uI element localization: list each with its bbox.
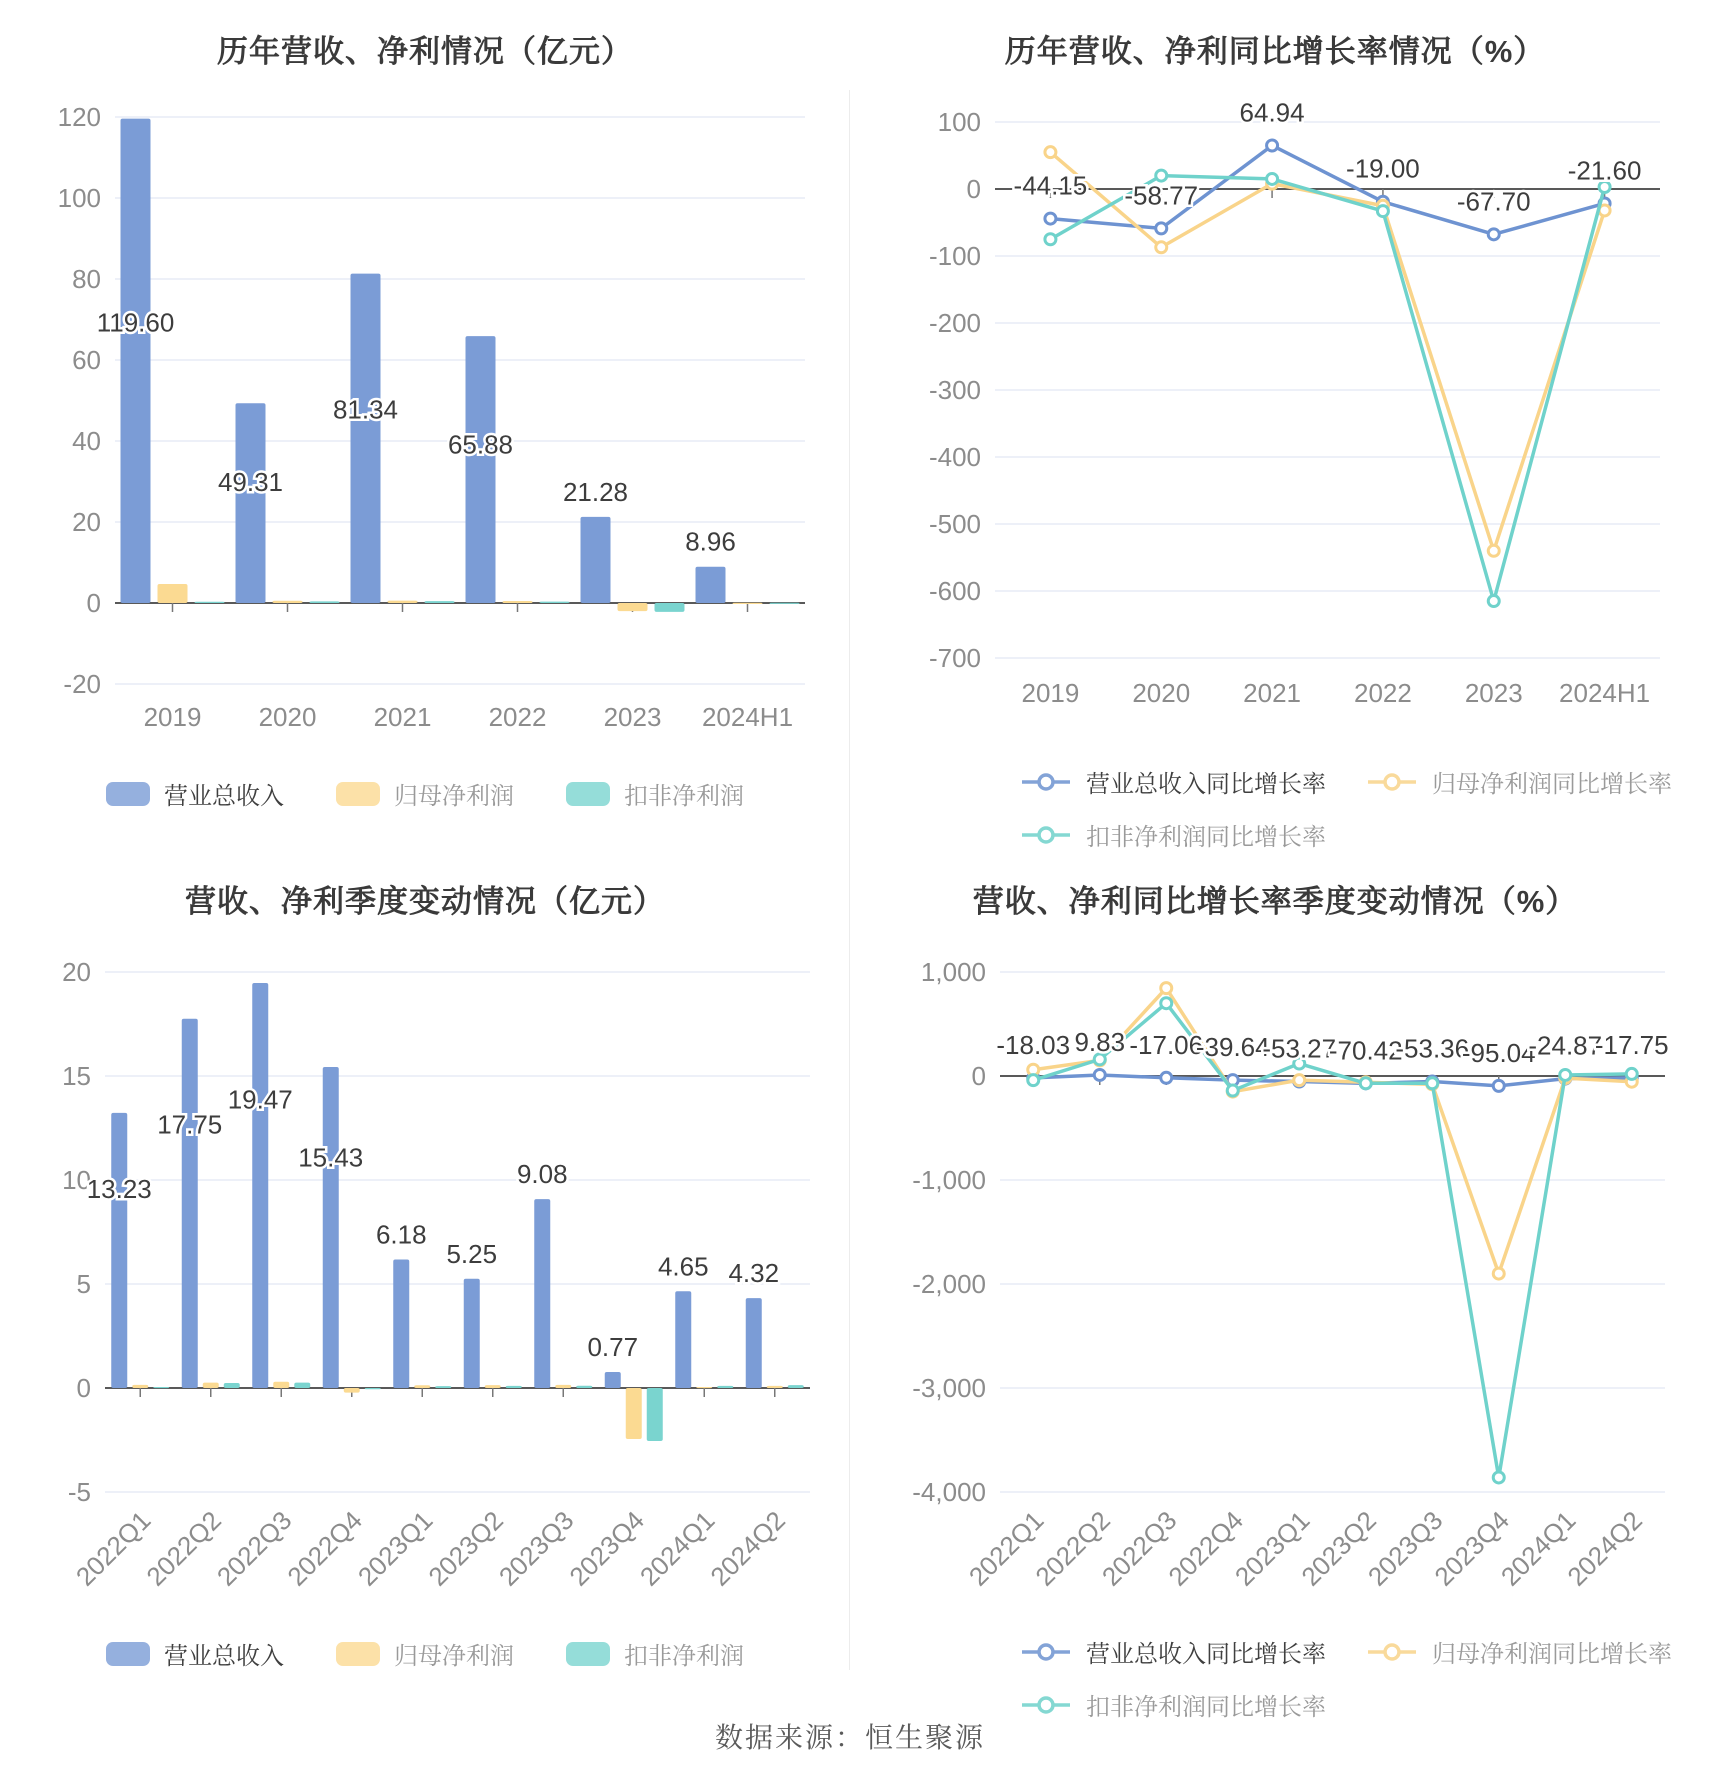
data-label: -44.15 bbox=[1013, 170, 1088, 201]
legend-line-marker bbox=[1366, 1641, 1418, 1663]
legend-item-revenue[interactable] bbox=[1020, 1634, 1326, 1669]
data-labels bbox=[97, 308, 736, 557]
legend-swatch bbox=[336, 1642, 380, 1666]
x-tick-label: 2023Q1 bbox=[351, 1505, 439, 1592]
x-tick-label: 2022 bbox=[488, 702, 547, 732]
y-tick-label: 5 bbox=[76, 1269, 91, 1299]
legend-label: 营业总收入 bbox=[164, 783, 284, 810]
bar-series-1 bbox=[132, 1382, 783, 1439]
legend-label: 营业总收入 bbox=[164, 1643, 284, 1670]
y-tick-label: 0 bbox=[86, 588, 101, 618]
legend-swatch bbox=[566, 782, 610, 806]
legend-item-non-gaap[interactable] bbox=[566, 776, 744, 811]
bar-series-2 bbox=[153, 1383, 804, 1441]
x-tick-label: 2023Q2 bbox=[1295, 1505, 1382, 1592]
data-label: 0.77 bbox=[587, 1331, 639, 1362]
legend-item-non-gaap[interactable] bbox=[1020, 1687, 1326, 1722]
data-label: 13.23 bbox=[86, 1174, 152, 1205]
data-label: -67.70 bbox=[1456, 186, 1531, 217]
legend-line-marker bbox=[1020, 1694, 1072, 1716]
x-tick-label: 2024Q2 bbox=[1561, 1505, 1648, 1592]
y-tick-label: -700 bbox=[928, 643, 981, 673]
y-tick-label: -600 bbox=[928, 576, 981, 606]
quarterly-growth-rate-plot[interactable] bbox=[850, 922, 1700, 1632]
x-tick-label: 2023Q3 bbox=[492, 1505, 580, 1592]
x-tick-label: 2022 bbox=[1353, 678, 1412, 708]
chart-quarterly-revenue-profit bbox=[0, 850, 850, 1702]
legend-swatch bbox=[566, 1642, 610, 1666]
x-tick-label: 2023Q1 bbox=[1228, 1505, 1316, 1592]
data-label: -70.42 bbox=[1328, 1035, 1403, 1066]
data-label: 64.94 bbox=[1239, 97, 1305, 128]
y-tick-label: -100 bbox=[928, 241, 981, 271]
data-label: -95.04 bbox=[1461, 1037, 1536, 1068]
x-tick-label: 2022Q3 bbox=[1095, 1505, 1183, 1592]
data-label: 15.43 bbox=[298, 1142, 364, 1173]
data-label: -17.75 bbox=[1594, 1029, 1669, 1060]
line-series-2 bbox=[1028, 998, 1638, 1483]
bar-series-0 bbox=[111, 983, 762, 1388]
data-label: 49.31 bbox=[217, 467, 284, 498]
y-tick-label: 60 bbox=[72, 345, 101, 375]
legend-line-marker bbox=[1020, 1641, 1072, 1663]
y-tick-label: -5 bbox=[67, 1477, 91, 1507]
x-tick-label: 2023 bbox=[1464, 678, 1523, 708]
x-tick-label: 2024H1 bbox=[1559, 678, 1651, 708]
data-label: -24.87 bbox=[1528, 1030, 1603, 1061]
legend-item-revenue[interactable] bbox=[1020, 764, 1326, 799]
chart-title: 历年营收、净利同比增长率情况（%） bbox=[1004, 34, 1546, 69]
data-label: 8.96 bbox=[685, 526, 736, 557]
legend-swatch bbox=[106, 1642, 150, 1666]
x-tick-label: 2020 bbox=[258, 702, 317, 732]
x-tick-label: 2023Q4 bbox=[1428, 1505, 1515, 1592]
chart-title: 历年营收、净利情况（亿元） bbox=[217, 34, 633, 69]
data-label: 119.60 bbox=[96, 307, 175, 338]
y-tick-label: 20 bbox=[72, 507, 101, 537]
y-tick-label: 80 bbox=[72, 264, 101, 294]
data-label: -39.64 bbox=[1195, 1032, 1270, 1063]
data-label: 21.28 bbox=[562, 476, 629, 507]
x-tick-label: 2023Q4 bbox=[563, 1505, 650, 1592]
legend-item-net-profit[interactable] bbox=[1366, 1634, 1672, 1669]
y-tick-label: -4,000 bbox=[912, 1477, 986, 1507]
y-tick-label: 1,000 bbox=[920, 957, 986, 987]
gridlines bbox=[62, 957, 810, 1507]
legend-label: 归母净利润同比增长率 bbox=[1432, 1641, 1672, 1668]
legend-item-net-profit[interactable] bbox=[1366, 764, 1672, 799]
y-tick-label: 40 bbox=[72, 426, 101, 456]
data-label: -53.36 bbox=[1395, 1033, 1470, 1064]
y-tick-label: 100 bbox=[57, 183, 101, 213]
y-tick-label: 10 bbox=[62, 1165, 91, 1195]
legend-item-non-gaap[interactable] bbox=[566, 1636, 744, 1671]
data-label: 19.47 bbox=[227, 1084, 293, 1115]
legend-line-marker bbox=[1366, 771, 1418, 793]
x-tick-label: 2022Q2 bbox=[1029, 1505, 1116, 1592]
data-label: 4.65 bbox=[657, 1251, 709, 1282]
annual-growth-rate-plot[interactable] bbox=[850, 72, 1700, 762]
legend-label: 扣非净利润同比增长率 bbox=[1086, 1694, 1326, 1721]
data-label: 17.75 bbox=[157, 1109, 223, 1140]
y-tick-label: 120 bbox=[57, 102, 101, 132]
legend-line-marker bbox=[1020, 771, 1072, 793]
data-label: -19.00 bbox=[1346, 153, 1420, 184]
data-label: 81.34 bbox=[332, 394, 399, 425]
chart-quarterly-growth-rate bbox=[850, 850, 1700, 1721]
y-tick-label: -3,000 bbox=[912, 1373, 986, 1403]
data-label: -58.77 bbox=[1124, 180, 1199, 211]
data-label: 5.25 bbox=[446, 1238, 498, 1269]
legend-label: 扣非净利润 bbox=[624, 1643, 744, 1670]
chart-annual-growth-rate bbox=[850, 0, 1700, 850]
legend-label: 营业总收入同比增长率 bbox=[1086, 1641, 1326, 1668]
y-tick-label: 100 bbox=[937, 107, 981, 137]
data-label: 6.18 bbox=[375, 1219, 427, 1250]
data-label: -17.06 bbox=[1129, 1029, 1204, 1060]
line-series-2 bbox=[1045, 170, 1610, 606]
x-tick-label: 2022Q2 bbox=[140, 1505, 227, 1592]
data-label: 9.08 bbox=[516, 1159, 568, 1190]
x-tick-label: 2023Q2 bbox=[422, 1505, 509, 1592]
legend-label: 营业总收入同比增长率 bbox=[1086, 771, 1326, 798]
legend-line-marker bbox=[1020, 824, 1072, 846]
legend-label: 归母净利润 bbox=[394, 1643, 514, 1670]
legend-label: 扣非净利润同比增长率 bbox=[1086, 824, 1326, 851]
x-tick-label: 2024H1 bbox=[701, 702, 794, 732]
y-tick-label: 0 bbox=[966, 174, 981, 204]
data-label: -21.60 bbox=[1567, 155, 1642, 186]
x-tick-label: 2022Q4 bbox=[1162, 1505, 1249, 1592]
legend bbox=[1020, 764, 1720, 852]
x-axis bbox=[963, 1076, 1648, 1592]
gridlines bbox=[58, 102, 805, 699]
x-tick-label: 2024Q1 bbox=[1494, 1505, 1582, 1592]
chart-annual-revenue-profit bbox=[0, 0, 850, 850]
chart-title: 营收、净利季度变动情况（亿元） bbox=[185, 884, 665, 919]
legend-label: 归母净利润同比增长率 bbox=[1432, 771, 1672, 798]
x-tick-label: 2023 bbox=[603, 702, 662, 732]
chart-title: 营收、净利同比增长率季度变动情况（%） bbox=[972, 884, 1578, 919]
x-tick-label: 2024Q1 bbox=[633, 1505, 721, 1592]
legend-label: 归母净利润 bbox=[394, 783, 514, 810]
y-tick-label: -400 bbox=[928, 442, 981, 472]
y-tick-label: 20 bbox=[62, 957, 91, 987]
y-tick-label: -200 bbox=[928, 308, 981, 338]
data-label: 4.32 bbox=[728, 1258, 780, 1289]
y-tick-label: -20 bbox=[63, 669, 101, 699]
data-label: 65.88 bbox=[447, 429, 514, 460]
legend-item-non-gaap[interactable] bbox=[1020, 817, 1326, 852]
x-tick-label: 2022Q4 bbox=[281, 1505, 368, 1592]
x-axis bbox=[1021, 189, 1650, 708]
legend-label: 扣非净利润 bbox=[624, 783, 744, 810]
x-tick-label: 2023Q3 bbox=[1361, 1505, 1449, 1592]
legend bbox=[0, 1636, 850, 1671]
legend bbox=[1020, 1634, 1720, 1722]
x-axis bbox=[144, 603, 793, 732]
legend bbox=[0, 776, 850, 811]
x-axis bbox=[67, 1388, 791, 1592]
quarterly-revenue-profit-plot[interactable] bbox=[0, 922, 850, 1632]
x-tick-label: 2022Q1 bbox=[962, 1505, 1050, 1592]
annual-revenue-profit-plot[interactable] bbox=[0, 72, 850, 772]
data-source-label: 数据来源：恒生聚源 bbox=[714, 1722, 985, 1753]
y-tick-label: -1,000 bbox=[912, 1165, 986, 1195]
x-tick-label: 2020 bbox=[1132, 678, 1191, 708]
x-tick-label: 2019 bbox=[1021, 678, 1080, 708]
legend-item-net-profit[interactable] bbox=[336, 776, 514, 811]
y-tick-label: -300 bbox=[928, 375, 981, 405]
y-tick-label: 0 bbox=[971, 1061, 986, 1091]
y-tick-label: -500 bbox=[928, 509, 981, 539]
x-tick-label: 2021 bbox=[1243, 678, 1302, 708]
y-tick-label: -2,000 bbox=[912, 1269, 986, 1299]
legend-item-revenue[interactable] bbox=[106, 776, 284, 811]
x-tick-label: 2022Q3 bbox=[210, 1505, 298, 1592]
legend-swatch bbox=[106, 782, 150, 806]
legend-item-revenue[interactable] bbox=[106, 1636, 284, 1671]
legend-item-net-profit[interactable] bbox=[336, 1636, 514, 1671]
x-tick-label: 2024Q2 bbox=[704, 1505, 791, 1592]
legend-swatch bbox=[336, 782, 380, 806]
data-label: -53.27 bbox=[1262, 1033, 1337, 1064]
data-label: -18.03 bbox=[996, 1029, 1071, 1060]
data-labels bbox=[1014, 97, 1642, 216]
bar-series-0 bbox=[121, 119, 726, 603]
data-label: 9.83 bbox=[1074, 1026, 1126, 1057]
x-tick-label: 2022Q1 bbox=[69, 1505, 157, 1592]
x-tick-label: 2021 bbox=[373, 702, 432, 732]
x-tick-label: 2019 bbox=[143, 702, 202, 732]
y-tick-label: 15 bbox=[62, 1061, 91, 1091]
y-tick-label: 0 bbox=[76, 1373, 91, 1403]
